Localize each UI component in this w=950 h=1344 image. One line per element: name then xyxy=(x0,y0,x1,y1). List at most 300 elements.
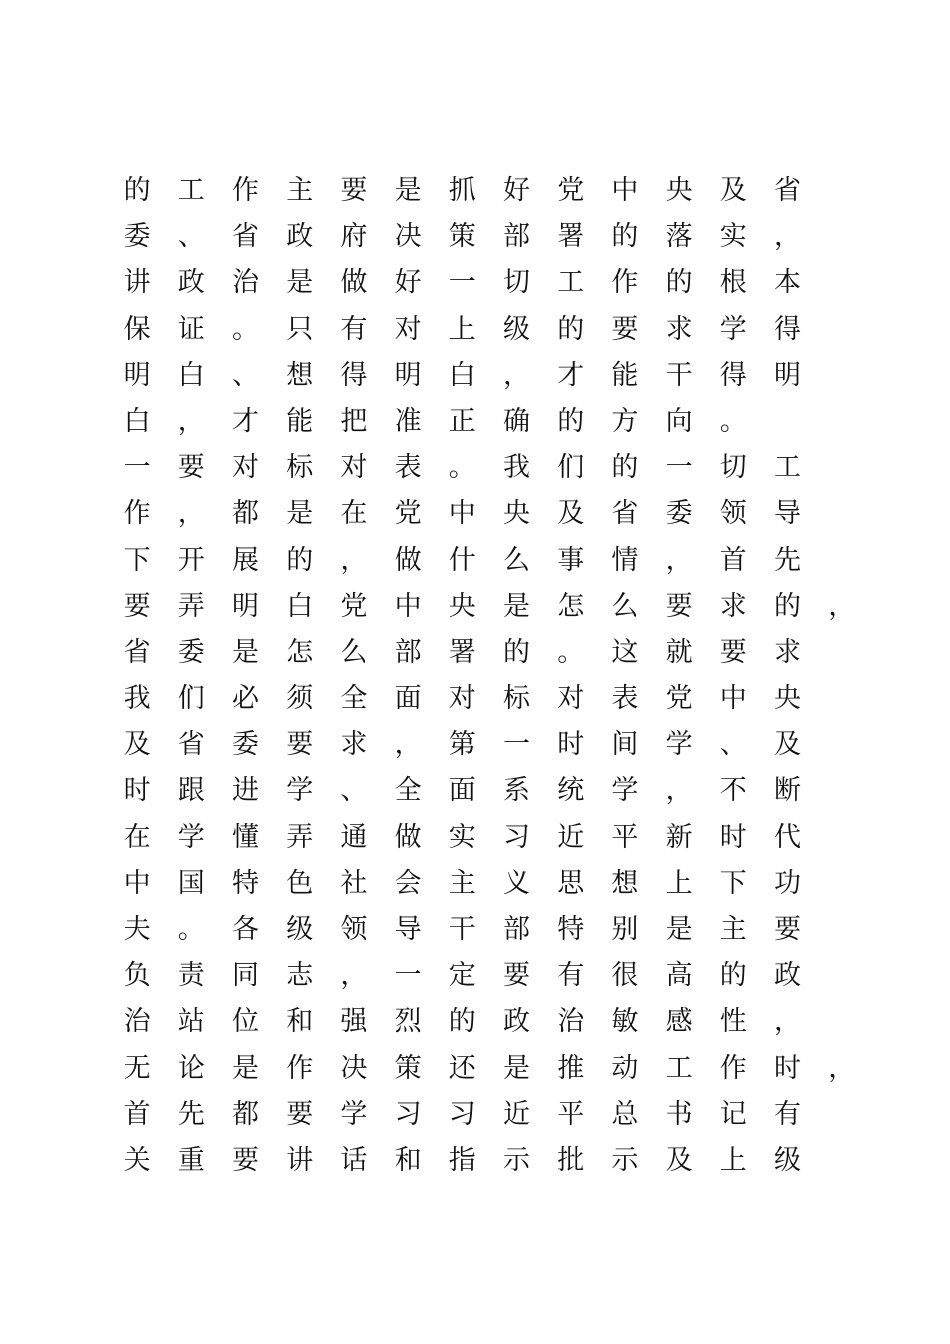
character: 同 xyxy=(231,960,259,992)
character: 。 xyxy=(448,452,476,484)
character: ， xyxy=(828,590,856,622)
character: 央 xyxy=(665,175,693,206)
character: 们 xyxy=(177,683,205,715)
character: 级 xyxy=(502,313,530,345)
character: 作 xyxy=(286,1052,314,1084)
character: 想 xyxy=(286,359,314,391)
character: 中 xyxy=(611,175,639,206)
character: 省 xyxy=(123,636,151,668)
character: 党 xyxy=(557,175,585,206)
character: 习 xyxy=(502,821,530,853)
character: 主 xyxy=(286,175,314,206)
character: 党 xyxy=(394,498,422,530)
character: 高 xyxy=(665,960,693,992)
character: 部 xyxy=(502,914,530,945)
character: 统 xyxy=(557,775,585,807)
character: ， xyxy=(177,405,205,437)
character: 怎 xyxy=(286,636,314,668)
character: 主 xyxy=(448,867,476,899)
character: 要 xyxy=(286,1098,314,1130)
character: 感 xyxy=(665,1006,693,1038)
character: 得 xyxy=(340,359,368,391)
character: 么 xyxy=(611,590,639,622)
character: 要 xyxy=(231,1144,259,1176)
character: 我 xyxy=(123,683,151,715)
character: 批 xyxy=(557,1144,585,1176)
character: 表 xyxy=(394,452,422,484)
character: 不 xyxy=(719,775,747,807)
character: 省 xyxy=(611,498,639,530)
character: 的 xyxy=(286,544,314,576)
character: 须 xyxy=(286,683,314,715)
text-line xyxy=(110,861,870,907)
character: 特 xyxy=(557,914,585,945)
character: 的 xyxy=(665,267,693,299)
character: 白 xyxy=(286,590,314,622)
character: 对 xyxy=(340,452,368,484)
character: 本 xyxy=(773,267,801,299)
character: 是 xyxy=(502,1052,530,1084)
character: 先 xyxy=(773,544,801,576)
character: 习 xyxy=(448,1098,476,1130)
character: 署 xyxy=(557,221,585,253)
character: 央 xyxy=(502,498,530,530)
character: 很 xyxy=(611,960,639,992)
character: 有 xyxy=(557,960,585,992)
character: 省 xyxy=(177,729,205,761)
character: 上 xyxy=(719,1144,747,1176)
character: 及 xyxy=(123,729,151,761)
character: 还 xyxy=(448,1052,476,1084)
character: 对 xyxy=(231,452,259,484)
character: 书 xyxy=(665,1098,693,1130)
character: 政 xyxy=(177,267,205,299)
character: 一 xyxy=(394,960,422,992)
character: 及 xyxy=(665,1144,693,1176)
character: 功 xyxy=(773,867,801,899)
character: 首 xyxy=(719,544,747,576)
character: 要 xyxy=(611,313,639,345)
character: 的 xyxy=(611,221,639,253)
text-line xyxy=(110,676,870,722)
character: 中 xyxy=(123,867,151,899)
character: 有 xyxy=(773,1098,801,1130)
character: 抓 xyxy=(448,175,476,206)
text-line xyxy=(110,1138,870,1184)
character: 全 xyxy=(340,683,368,715)
character: 要 xyxy=(719,636,747,668)
character: 明 xyxy=(123,359,151,391)
text-line xyxy=(110,260,870,306)
character: 根 xyxy=(719,267,747,299)
character: ， xyxy=(773,1006,801,1038)
character: 。 xyxy=(177,914,205,945)
character: 导 xyxy=(394,914,422,945)
character: 对 xyxy=(557,683,585,715)
character: 中 xyxy=(394,590,422,622)
character: 的 xyxy=(123,175,151,206)
character: 是 xyxy=(231,636,259,668)
character: 得 xyxy=(773,313,801,345)
character: 动 xyxy=(611,1052,639,1084)
text-line xyxy=(110,907,870,953)
character: 。 xyxy=(719,405,747,437)
character: 要 xyxy=(286,729,314,761)
character: 记 xyxy=(719,1098,747,1130)
character: 证 xyxy=(177,313,205,345)
character: 作 xyxy=(123,498,151,530)
text-line xyxy=(110,538,870,584)
character: 时 xyxy=(773,1052,801,1084)
text-line xyxy=(110,584,870,630)
character: 标 xyxy=(502,683,530,715)
character: 对 xyxy=(448,683,476,715)
character: 才 xyxy=(231,405,259,437)
character: 好 xyxy=(394,267,422,299)
character: ， xyxy=(502,359,530,391)
character: 党 xyxy=(665,683,693,715)
character: 怎 xyxy=(557,590,585,622)
character: 面 xyxy=(448,775,476,807)
character: 方 xyxy=(611,405,639,437)
character: 总 xyxy=(611,1098,639,1130)
character: 敏 xyxy=(611,1006,639,1038)
text-line xyxy=(110,815,870,861)
character: 中 xyxy=(448,498,476,530)
character: 、 xyxy=(719,729,747,761)
character: 的 xyxy=(773,590,801,622)
character: 府 xyxy=(340,221,368,253)
character: 做 xyxy=(394,544,422,576)
character: 是 xyxy=(394,175,422,206)
character: 切 xyxy=(502,267,530,299)
text-line xyxy=(110,353,870,399)
character: 上 xyxy=(448,313,476,345)
character: 讲 xyxy=(286,1144,314,1176)
text-line xyxy=(110,768,870,814)
character: 面 xyxy=(394,683,422,715)
character: ， xyxy=(665,775,693,807)
character: ， xyxy=(773,221,801,253)
character: 全 xyxy=(394,775,422,807)
text-line xyxy=(110,214,870,260)
character: 省 xyxy=(231,221,259,253)
character: 展 xyxy=(231,544,259,576)
character: 主 xyxy=(719,914,747,945)
character: 要 xyxy=(773,914,801,945)
character: 这 xyxy=(611,636,639,668)
character: 委 xyxy=(665,498,693,530)
character: 要 xyxy=(123,590,151,622)
character: 下 xyxy=(719,867,747,899)
character: 党 xyxy=(340,590,368,622)
character: 作 xyxy=(231,175,259,206)
character: 平 xyxy=(611,821,639,853)
character: 别 xyxy=(611,914,639,945)
text-line xyxy=(110,630,870,676)
character: 下 xyxy=(123,544,151,576)
character: 表 xyxy=(611,683,639,715)
character: 烈 xyxy=(394,1006,422,1038)
character: 一 xyxy=(502,729,530,761)
character: 实 xyxy=(719,221,747,253)
character: 一 xyxy=(123,452,151,484)
character: 领 xyxy=(719,498,747,530)
character: ， xyxy=(340,544,368,576)
character: 。 xyxy=(557,636,585,668)
character: 委 xyxy=(177,636,205,668)
character: 导 xyxy=(773,498,801,530)
character: 定 xyxy=(448,960,476,992)
character: 情 xyxy=(611,544,639,576)
character: 决 xyxy=(394,221,422,253)
character: 推 xyxy=(557,1052,585,1084)
character: 性 xyxy=(719,1006,747,1038)
character: 想 xyxy=(611,867,639,899)
character: 有 xyxy=(340,313,368,345)
character: 负 xyxy=(123,960,151,992)
character: 标 xyxy=(286,452,314,484)
character: 级 xyxy=(773,1144,801,1176)
character: 跟 xyxy=(177,775,205,807)
character: 向 xyxy=(665,405,693,437)
character: 级 xyxy=(286,914,314,945)
character: 政 xyxy=(502,1006,530,1038)
character: 及 xyxy=(773,729,801,761)
character: 要 xyxy=(502,960,530,992)
character: 的 xyxy=(448,1006,476,1038)
character: 学 xyxy=(177,821,205,853)
character: 明 xyxy=(773,359,801,391)
character: 是 xyxy=(286,267,314,299)
character: 干 xyxy=(665,359,693,391)
character: 示 xyxy=(502,1144,530,1176)
character: 白 xyxy=(177,359,205,391)
character: 治 xyxy=(231,267,259,299)
character: 工 xyxy=(557,267,585,299)
character: 要 xyxy=(665,590,693,622)
character: 志 xyxy=(286,960,314,992)
character: ， xyxy=(828,1052,856,1084)
character: 通 xyxy=(340,821,368,853)
character: 会 xyxy=(394,867,422,899)
character: 色 xyxy=(286,867,314,899)
character: 强 xyxy=(340,1006,368,1038)
character: 、 xyxy=(231,359,259,391)
character: 署 xyxy=(448,636,476,668)
character: 明 xyxy=(394,359,422,391)
character: 委 xyxy=(123,221,151,253)
character: 好 xyxy=(502,175,530,206)
text-line xyxy=(110,722,870,768)
character: 确 xyxy=(502,405,530,437)
character: 央 xyxy=(448,590,476,622)
character: 及 xyxy=(557,498,585,530)
character: 学 xyxy=(286,775,314,807)
character: 首 xyxy=(123,1098,151,1130)
body-text xyxy=(110,168,870,1184)
character: 能 xyxy=(286,405,314,437)
character: 中 xyxy=(719,683,747,715)
character: 学 xyxy=(665,729,693,761)
character: 正 xyxy=(448,405,476,437)
character: 工 xyxy=(773,452,801,484)
character: 部 xyxy=(394,636,422,668)
character: 是 xyxy=(231,1052,259,1084)
character: 指 xyxy=(448,1144,476,1176)
character: 和 xyxy=(394,1144,422,1176)
character: 。 xyxy=(231,313,259,345)
text-line xyxy=(110,1046,870,1092)
character: 作 xyxy=(611,267,639,299)
character: 断 xyxy=(773,775,801,807)
character: 么 xyxy=(502,544,530,576)
character: 只 xyxy=(286,313,314,345)
character: 平 xyxy=(557,1098,585,1130)
character: ， xyxy=(665,544,693,576)
character: 都 xyxy=(231,1098,259,1130)
character: 的 xyxy=(719,960,747,992)
character: 才 xyxy=(557,359,585,391)
character: 求 xyxy=(773,636,801,668)
character: 求 xyxy=(665,313,693,345)
character: 做 xyxy=(340,267,368,299)
character: 能 xyxy=(611,359,639,391)
text-line xyxy=(110,168,870,214)
character: 求 xyxy=(340,729,368,761)
character: 保 xyxy=(123,313,151,345)
character: 什 xyxy=(448,544,476,576)
character: 系 xyxy=(502,775,530,807)
character: 近 xyxy=(557,821,585,853)
text-line xyxy=(110,307,870,353)
character: 各 xyxy=(231,914,259,945)
character: 先 xyxy=(177,1098,205,1130)
character: 弄 xyxy=(286,821,314,853)
character: 领 xyxy=(340,914,368,945)
character: 准 xyxy=(394,405,422,437)
character: 治 xyxy=(557,1006,585,1038)
text-line xyxy=(110,445,870,491)
character: 思 xyxy=(557,867,585,899)
character: 义 xyxy=(502,867,530,899)
character: 干 xyxy=(448,914,476,945)
character: 工 xyxy=(665,1052,693,1084)
character: 的 xyxy=(611,452,639,484)
character: 的 xyxy=(557,405,585,437)
character: 省 xyxy=(773,175,801,206)
character: 第 xyxy=(448,729,476,761)
character: 落 xyxy=(665,221,693,253)
character: 、 xyxy=(177,221,205,253)
character: 站 xyxy=(177,1006,205,1038)
character: 时 xyxy=(123,775,151,807)
character: 政 xyxy=(286,221,314,253)
character: 白 xyxy=(123,405,151,437)
character: 实 xyxy=(448,821,476,853)
character: 进 xyxy=(231,775,259,807)
character: 夫 xyxy=(123,914,151,945)
character: 求 xyxy=(719,590,747,622)
character: 就 xyxy=(665,636,693,668)
text-line xyxy=(110,953,870,999)
character: 学 xyxy=(719,313,747,345)
character: 做 xyxy=(394,821,422,853)
character: 学 xyxy=(340,1098,368,1130)
character: 在 xyxy=(123,821,151,853)
character: 要 xyxy=(177,452,205,484)
character: 的 xyxy=(557,313,585,345)
character: 习 xyxy=(394,1098,422,1130)
character: 重 xyxy=(177,1144,205,1176)
character: 论 xyxy=(177,1052,205,1084)
character: 决 xyxy=(340,1052,368,1084)
character: 新 xyxy=(665,821,693,853)
character: ， xyxy=(340,960,368,992)
character: 开 xyxy=(177,544,205,576)
character: 间 xyxy=(611,729,639,761)
character: 懂 xyxy=(231,821,259,853)
character: ， xyxy=(177,498,205,530)
character: 责 xyxy=(177,960,205,992)
character: 时 xyxy=(557,729,585,761)
character: 在 xyxy=(340,498,368,530)
character: 部 xyxy=(502,221,530,253)
character: 切 xyxy=(719,452,747,484)
character: 明 xyxy=(231,590,259,622)
character: ， xyxy=(394,729,422,761)
character: 一 xyxy=(665,452,693,484)
character: 都 xyxy=(231,498,259,530)
character: 委 xyxy=(231,729,259,761)
character: 治 xyxy=(123,1006,151,1038)
character: 关 xyxy=(123,1144,151,1176)
character: 们 xyxy=(557,452,585,484)
character: 对 xyxy=(394,313,422,345)
character: 时 xyxy=(719,821,747,853)
text-line xyxy=(110,999,870,1045)
character: 是 xyxy=(286,498,314,530)
character: 近 xyxy=(502,1098,530,1130)
character: 事 xyxy=(557,544,585,576)
character: 、 xyxy=(340,775,368,807)
character: 是 xyxy=(665,914,693,945)
character: 工 xyxy=(177,175,205,206)
character: 的 xyxy=(502,636,530,668)
character: 和 xyxy=(286,1006,314,1038)
character: 及 xyxy=(719,175,747,206)
character: 我 xyxy=(502,452,530,484)
character: 一 xyxy=(448,267,476,299)
character: 是 xyxy=(502,590,530,622)
character: 位 xyxy=(231,1006,259,1038)
text-line xyxy=(110,399,870,445)
character: 学 xyxy=(611,775,639,807)
character: 么 xyxy=(340,636,368,668)
character: 国 xyxy=(177,867,205,899)
character: 策 xyxy=(394,1052,422,1084)
character: 策 xyxy=(448,221,476,253)
character: 白 xyxy=(448,359,476,391)
character: 央 xyxy=(773,683,801,715)
character: 代 xyxy=(773,821,801,853)
text-line xyxy=(110,491,870,537)
character: 作 xyxy=(719,1052,747,1084)
text-line xyxy=(110,1092,870,1138)
character: 弄 xyxy=(177,590,205,622)
character: 特 xyxy=(231,867,259,899)
character: 要 xyxy=(340,175,368,206)
